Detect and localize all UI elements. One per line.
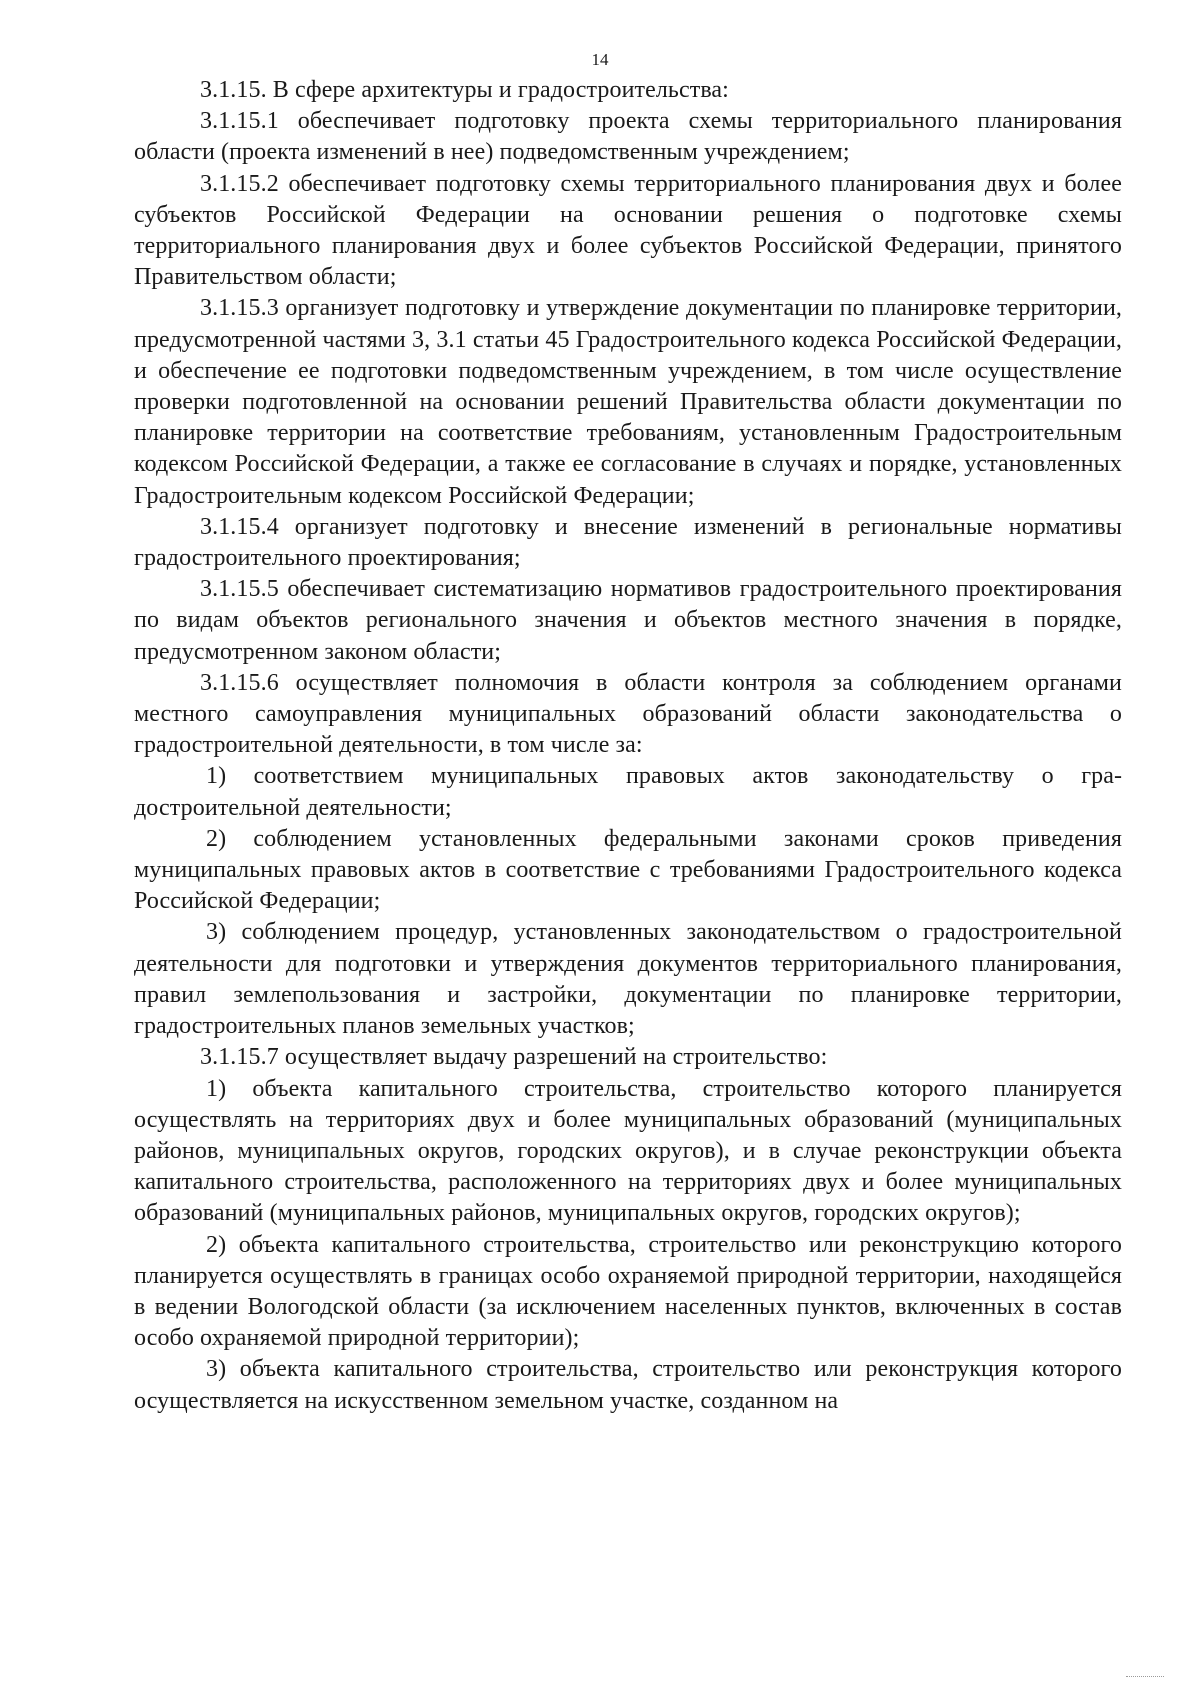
clause-paragraph: 3.1.15.2 обеспечивает подготовку схемы территориального планирования двух и более субъектов Российской Федерации на основании решения о подготовке схемы территориального планирования двух и более субъектов Российской Федерации, принятого Правительством области; bbox=[134, 170, 1122, 291]
clause-paragraph: 3.1.15.1 обеспечивает подготовку проекта схемы территориального планирования области (проекта изменений в нее) подведомственным учреждением; bbox=[134, 108, 1122, 166]
clause-paragraph: 3.1.15.7 осуществляет выдачу разрешений на строительство: bbox=[200, 1044, 828, 1071]
scan-corner-mark bbox=[1126, 1676, 1164, 1681]
document-body bbox=[134, 75, 1122, 1417]
clause-paragraph: 3.1.15.6 осуществляет полномочия в области контроля за соблюдением органами местного самоуправления муниципальных образований области законодательства о градостроительной деятельности, в том числе за: bbox=[134, 669, 1122, 759]
section-heading: 3.1.15. В сфере архитектуры и градостроительства: bbox=[200, 77, 729, 103]
list-item-paragraph: 1) соответствием муниципальных правовых актов законодательству о градостроительной деятельности; bbox=[134, 763, 1122, 821]
clause-paragraph: 3.1.15.5 обеспечивает систематизацию нормативов градостроительного проектирования по видам объектов регионального значения и объектов местного значения в порядке, предусмотренном законом области; bbox=[134, 576, 1122, 665]
list-item-paragraph: 1) объекта капитального строительства, строительство которого планируется осуществлять на территориях двух и более муниципальных образований (муниципальных районов, муниципальных округов, городских округов), и в случае реконструкции объекта капитального строительства, расположенного на территориях двух и более муниципальных образований (муниципальных районов, муниципальных округов, городских округов); bbox=[134, 1075, 1122, 1227]
list-item-paragraph: 3) соблюдением процедур, установленных законодательством о градостроительной деятельности для подготовки и утверждения документов территориального планирования, правил землепользования и застройки, документации по планировке территории, градостроительных планов земельных участков; bbox=[134, 919, 1122, 1040]
page-number: 14 bbox=[591, 50, 609, 69]
clause-paragraph: 3.1.15.3 организует подготовку и утверждение документации по планировке территории, предусмотренной частями 3, 3.1 статьи 45 Градостроительного кодекса Российской Федерации, и обеспечение ее подготовки подведомственным учреждением, в том числе осуществление проверки подготовленной на основании решений Правительства области документации по планировке территории на соответствие требованиям, установленным Градостроительным кодексом Российской Федерации, а также ее согласование в случаях и порядке, установленных Градостроительным кодексом Российской Федерации; bbox=[134, 295, 1122, 509]
list-item-paragraph: 2) объекта капитального строительства, строительство или реконструкцию которого планируется осуществлять в границах особо охраняемой природной территории, находящейся в ведении Вологодской области (за исключением населенных пунктов, включенных в состав особо охраняемой природной территории); bbox=[134, 1231, 1122, 1352]
clause-paragraph: 3.1.15.4 организует подготовку и внесение изменений в региональные нормативы градостроительного проектирования; bbox=[134, 513, 1122, 572]
list-item-paragraph: 2) соблюдением установленных федеральными законами сроков приведения муниципальных правовых актов в соответствие с требованиями Градостроительного кодекса Российской Федерации; bbox=[134, 825, 1122, 915]
list-item-paragraph: 3) объекта капитального строительства, строительство или реконструкция которого осуществляется на искусственном земельном участке, созданном на bbox=[134, 1356, 1122, 1414]
